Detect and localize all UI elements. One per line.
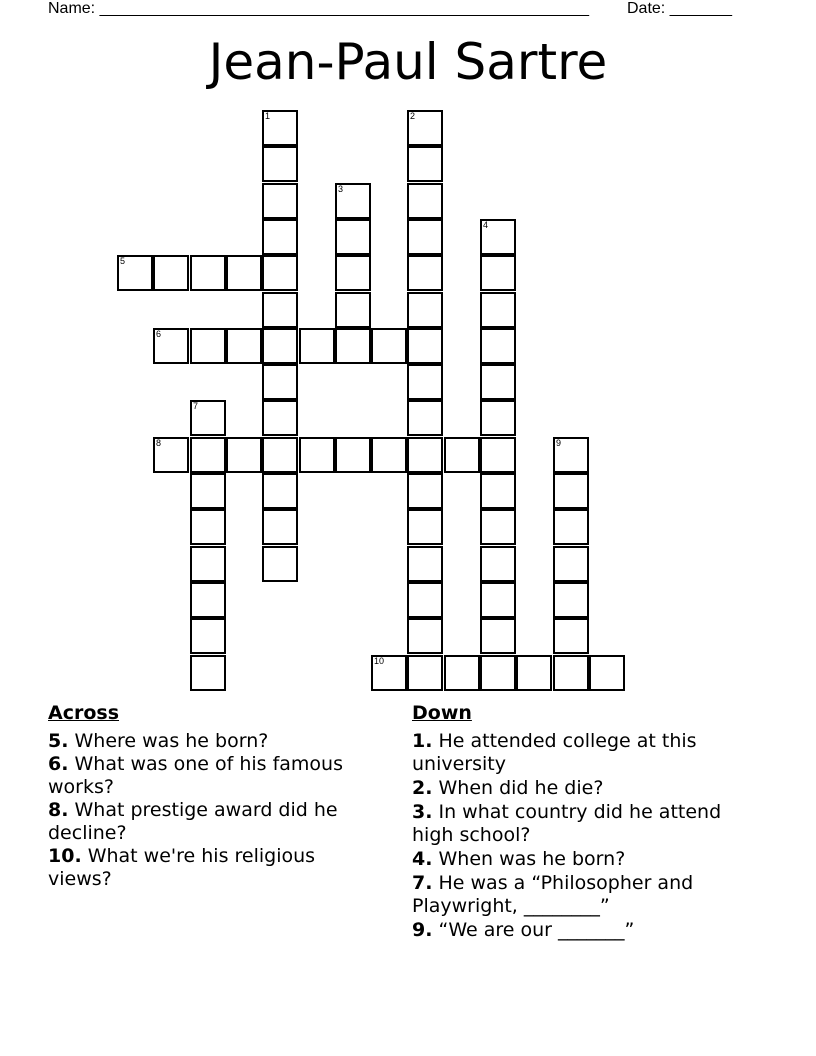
grid-cell[interactable] <box>262 364 298 400</box>
grid-cell[interactable] <box>480 509 516 545</box>
across-clue <box>48 730 378 753</box>
grid-cell[interactable] <box>480 364 516 400</box>
clue-number: 4 <box>483 220 489 230</box>
grid-cell[interactable] <box>262 400 298 436</box>
across-clue <box>48 845 378 891</box>
grid-cell[interactable] <box>480 582 516 618</box>
grid-cell[interactable] <box>407 328 443 364</box>
grid-cell[interactable] <box>589 655 625 691</box>
clue-number: 4. <box>412 848 433 870</box>
grid-cell[interactable] <box>262 437 298 473</box>
grid-cell[interactable] <box>117 255 153 291</box>
clue-number: 3. <box>412 801 433 823</box>
grid-cell[interactable] <box>553 655 589 691</box>
across-heading: Across <box>48 702 120 724</box>
down-clue <box>412 730 742 776</box>
clue-number: 5. <box>48 730 69 752</box>
grid-cell[interactable] <box>480 292 516 328</box>
grid-cell[interactable] <box>407 255 443 291</box>
grid-cell[interactable] <box>190 473 226 509</box>
grid-cell[interactable] <box>407 655 443 691</box>
grid-cell[interactable] <box>190 655 226 691</box>
clue-number: 9. <box>412 919 433 941</box>
grid-cell[interactable] <box>335 255 371 291</box>
grid-cell[interactable] <box>262 110 298 146</box>
grid-cell[interactable] <box>190 437 226 473</box>
grid-cell[interactable] <box>371 437 407 473</box>
grid-cell[interactable] <box>407 292 443 328</box>
grid-cell[interactable] <box>407 183 443 219</box>
clue-text: What we're his religious views? <box>48 845 316 890</box>
clue-text: He attended college at this university <box>412 730 697 775</box>
grid-cell[interactable] <box>262 328 298 364</box>
grid-cell[interactable] <box>262 473 298 509</box>
grid-cell[interactable] <box>190 582 226 618</box>
grid-cell[interactable] <box>407 146 443 182</box>
grid-cell[interactable] <box>262 183 298 219</box>
clue-text: What prestige award did he decline? <box>48 799 338 844</box>
grid-cell[interactable] <box>153 255 189 291</box>
header <box>0 0 816 20</box>
across-clue <box>48 753 378 799</box>
grid-cell[interactable] <box>553 509 589 545</box>
grid-cell[interactable] <box>444 437 480 473</box>
down-clue <box>412 919 742 942</box>
grid-cell[interactable] <box>553 473 589 509</box>
grid-cell[interactable] <box>190 255 226 291</box>
grid-cell[interactable] <box>371 655 407 691</box>
grid-cell[interactable] <box>299 437 335 473</box>
down-heading: Down <box>412 702 472 724</box>
grid-cell[interactable] <box>226 328 262 364</box>
grid-cell[interactable] <box>516 655 552 691</box>
grid-cell[interactable] <box>190 618 226 654</box>
grid-cell[interactable] <box>190 400 226 436</box>
grid-cell[interactable] <box>262 219 298 255</box>
date-field-label: Date: _______ <box>627 0 732 17</box>
clue-number: 7 <box>193 401 199 411</box>
clue-number: 1. <box>412 730 433 752</box>
down-clue <box>412 801 742 847</box>
grid-cell[interactable] <box>407 219 443 255</box>
grid-cell[interactable] <box>480 655 516 691</box>
grid-cell[interactable] <box>480 255 516 291</box>
grid-cell[interactable] <box>480 546 516 582</box>
clue-text: In what country did he attend high school? <box>412 801 722 846</box>
grid-cell[interactable] <box>262 509 298 545</box>
clue-number: 9 <box>556 438 562 448</box>
grid-cell[interactable] <box>444 655 480 691</box>
grid-cell[interactable] <box>407 618 443 654</box>
grid-cell[interactable] <box>335 292 371 328</box>
grid-cell[interactable] <box>480 400 516 436</box>
clue-number: 10 <box>374 656 385 666</box>
clue-number: 5 <box>120 256 126 266</box>
clue-number: 3 <box>338 184 344 194</box>
grid-cell[interactable] <box>480 437 516 473</box>
clue-text: He was a “Philosopher and Playwright, ________” <box>412 872 694 917</box>
grid-cell[interactable] <box>407 400 443 436</box>
grid-cell[interactable] <box>407 546 443 582</box>
grid-cell[interactable] <box>335 183 371 219</box>
grid-cell[interactable] <box>480 219 516 255</box>
grid-cell[interactable] <box>407 473 443 509</box>
grid-cell[interactable] <box>190 328 226 364</box>
clue-text: When was he born? <box>432 848 626 870</box>
clue-number: 6. <box>48 753 69 775</box>
grid-cell[interactable] <box>407 509 443 545</box>
down-clues <box>412 702 742 943</box>
grid-cell[interactable] <box>226 255 262 291</box>
grid-cell[interactable] <box>371 328 407 364</box>
grid-cell[interactable] <box>226 437 262 473</box>
grid-cell[interactable] <box>407 437 443 473</box>
grid-cell[interactable] <box>335 328 371 364</box>
grid-cell[interactable] <box>262 546 298 582</box>
grid-cell[interactable] <box>407 110 443 146</box>
grid-cell[interactable] <box>407 364 443 400</box>
down-clue <box>412 848 742 871</box>
grid-cell[interactable] <box>262 255 298 291</box>
grid-cell[interactable] <box>407 582 443 618</box>
clue-number: 7. <box>412 872 433 894</box>
grid-cell[interactable] <box>190 546 226 582</box>
grid-cell[interactable] <box>553 582 589 618</box>
grid-cell[interactable] <box>299 328 335 364</box>
grid-cell[interactable] <box>153 328 189 364</box>
grid-cell[interactable] <box>335 437 371 473</box>
clue-number: 2 <box>410 111 416 121</box>
grid-cell[interactable] <box>190 509 226 545</box>
down-clue-list <box>412 730 742 942</box>
clue-text: “We are our _______” <box>432 919 635 941</box>
clue-number: 10. <box>48 845 82 867</box>
clue-text: Where was he born? <box>68 730 269 752</box>
clue-text: What was one of his famous works? <box>48 753 343 798</box>
across-clue-list <box>48 730 378 891</box>
clue-number: 6 <box>156 329 162 339</box>
down-clue <box>412 777 742 800</box>
clue-number: 8. <box>48 799 69 821</box>
grid-cell[interactable] <box>480 328 516 364</box>
grid-cell[interactable] <box>553 437 589 473</box>
puzzle-title: Jean-Paul Sartre <box>208 33 608 91</box>
grid-cell[interactable] <box>480 618 516 654</box>
grid-cell[interactable] <box>262 146 298 182</box>
clue-number: 1 <box>265 111 271 121</box>
across-clues <box>48 702 378 891</box>
across-clue <box>48 799 378 845</box>
clue-number: 2. <box>412 777 433 799</box>
grid-cell[interactable] <box>553 618 589 654</box>
name-field-label: Name: _______________________________________________________ <box>48 0 589 17</box>
grid-cell[interactable] <box>262 292 298 328</box>
grid-cell[interactable] <box>480 473 516 509</box>
grid-cell[interactable] <box>335 219 371 255</box>
clue-text: When did he die? <box>432 777 604 799</box>
clue-number: 8 <box>156 438 162 448</box>
down-clue <box>412 872 742 918</box>
grid-cell[interactable] <box>553 546 589 582</box>
grid-cell[interactable] <box>153 437 189 473</box>
